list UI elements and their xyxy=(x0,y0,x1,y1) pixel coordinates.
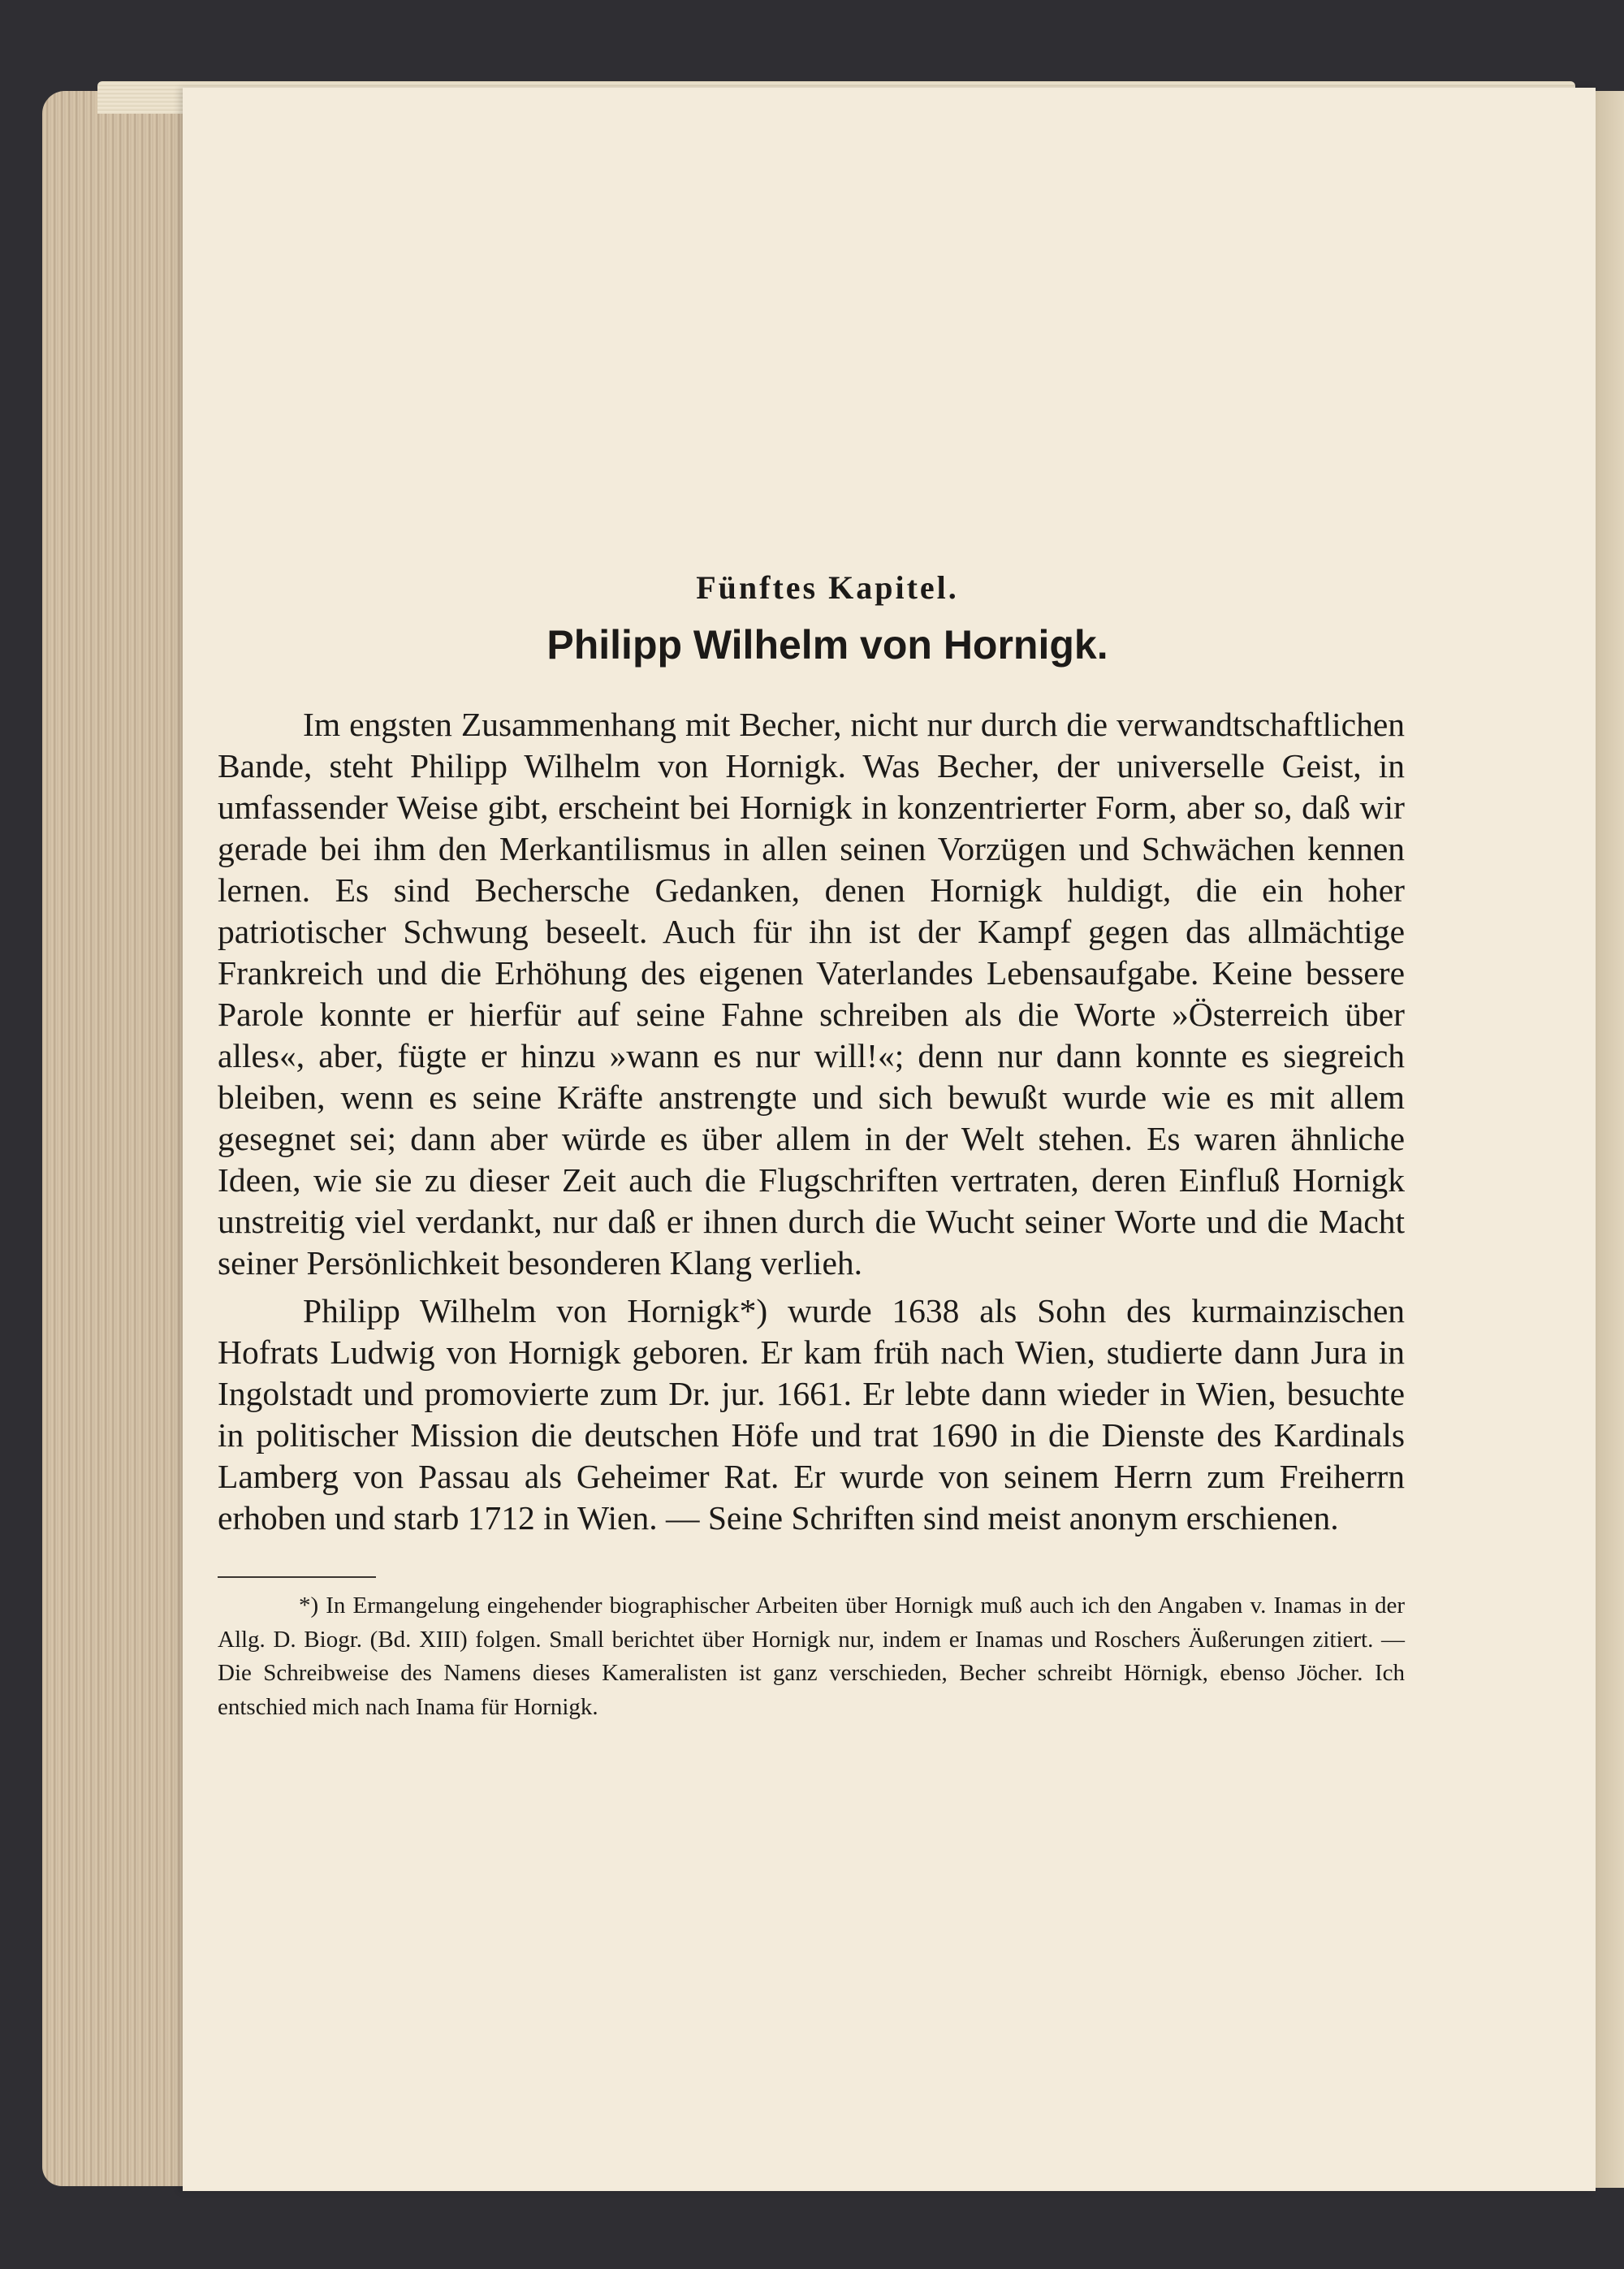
footnote-divider xyxy=(218,1576,376,1578)
chapter-label: Fünftes Kapitel. xyxy=(696,569,959,606)
page-edges xyxy=(42,91,188,2186)
body-paragraph-2: Philipp Wilhelm von Hornigk*) wurde 1638 als Sohn des kurmainzischen Hofrats Ludwig von Hornigk geboren. Er kam früh nach Wien, studierte dann Jura in Ingolstadt und promovierte zum Dr. jur. 1661. Er lebte dann wieder in Wien, besuchte in politischer Mission die deutschen Höfe und trat 1690 in die Dienste des Kardinals Lamberg von Passau als Geheimer Rat. Er wurde von seinem Herrn zum Freiherrn erhoben und starb 1712 in Wien. — Seine Schriften sind meist anonym erschienen. xyxy=(218,1292,1405,1536)
body-paragraph-1: Im engsten Zusammenhang mit Becher, nicht nur durch die verwandtschaftlichen Bande, steht Philipp Wilhelm von Hornigk. Was Becher, der universelle Geist, in umfassender Weise gibt, erscheint bei Hornigk in konzentrierter Form, aber so, daß wir gerade bei ihm den Merkantilismus in allen seinen Vorzügen und Schwächen kennen lernen. Es sind Bechersche Gedanken, denen Hornigk huldigt, die ein hoher patriotischer Schwung beseelt. Auch für ihn ist der Kampf gegen das allmächtige Frankreich und die Erhöhung des eigenen Vaterlandes Lebensaufgabe. Keine bessere Parole konnte er hierfür auf seine Fahne schreiben als die Worte »Österreich über alles«, aber, fügte er hinzu »wann es nur will!«; denn nur dann konnte es siegreich bleiben, wenn es seine Kräfte anstrengte und sich bewußt wurde wie es mit allem gesegnet sei; dann aber würde es über allem in der Welt stehen. Es waren ähnliche Ideen, wie sie zu dieser Zeit auch die Flugschriften vertraten, deren Einfluß Hornigk unstreitig viel verdankt, nur daß er ihnen durch die Wucht seiner Worte und die Macht seiner Persönlichkeit besonderen Klang verlieh. xyxy=(218,706,1405,1281)
page-text xyxy=(218,568,1405,1724)
chapter-title: Philipp Wilhelm von Hornigk. xyxy=(546,622,1108,668)
facing-page-edge xyxy=(1593,91,1624,2188)
footnote: *) In Ermangelung eingehender biographischer Arbeiten über Hornigk muß auch ich den Angaben v. Inamas in der Allg. D. Biogr. (Bd. XIII) folgen. Small berichtet über Hornigk nur, indem er Inamas und Roschers Äußerungen zitiert. — Die Schreibweise des Namens dieses Kameralisten ist ganz verschieden, Becher schreibt Hörnigk, ebenso Jöcher. Ich entschied mich nach Inama für Hornigk. xyxy=(218,1593,1405,1720)
